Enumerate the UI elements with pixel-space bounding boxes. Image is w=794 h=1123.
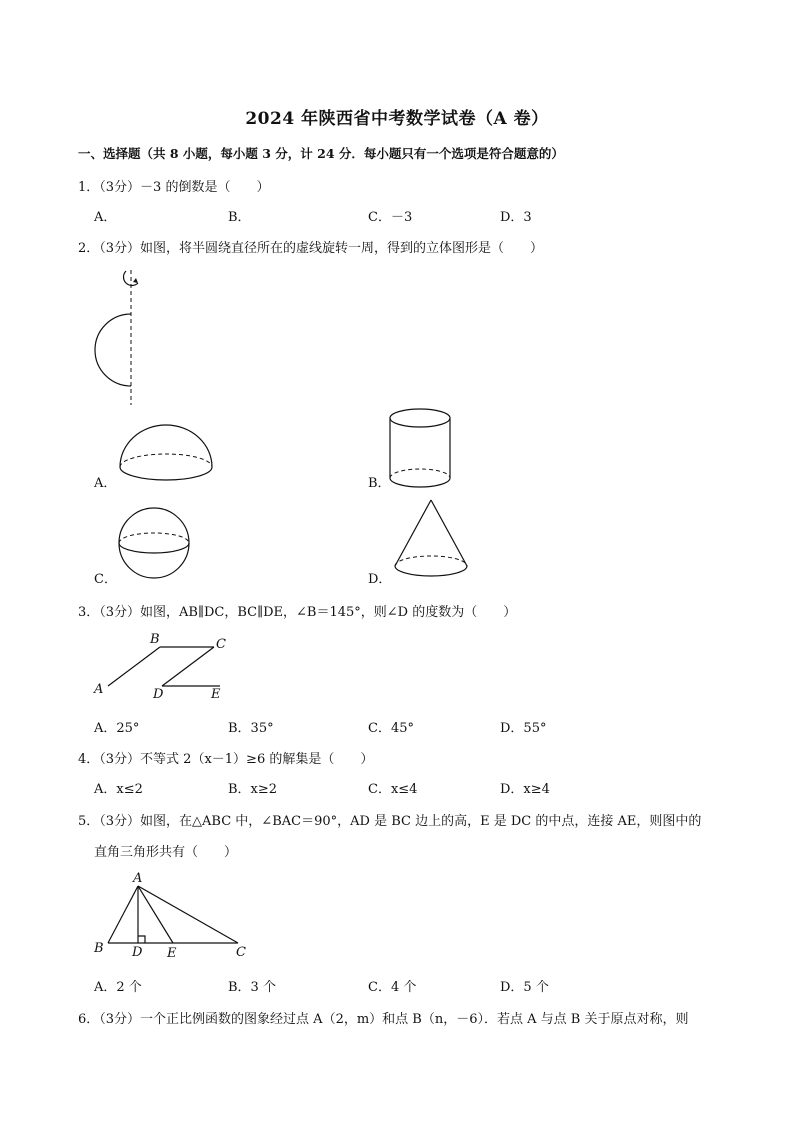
q4-option-a[interactable]: A．x≤2	[94, 782, 143, 797]
label-a5: A	[133, 871, 143, 886]
q3-option-a[interactable]: A．25°	[94, 721, 140, 736]
label-b5: B	[94, 941, 104, 956]
label-c5: C	[236, 945, 246, 960]
label-e: E	[211, 687, 221, 702]
question-4-stem: 4．（3分）不等式 2（x－1）≥6 的解集是（ ）	[78, 752, 374, 767]
question-6-stem: 6．（3分）一个正比例函数的图象经过点 A（2，m）和点 B（n，－6）．若点 A 与点 B 关于原点对称，则	[78, 1012, 689, 1027]
q1-option-a[interactable]: A．	[94, 210, 117, 225]
q1-option-c[interactable]: C．－3	[368, 210, 413, 225]
page-title: 2024 年陕西省中考数学试卷（A 卷）	[245, 109, 549, 129]
q3-option-b[interactable]: B．35°	[228, 721, 274, 736]
q4-option-c[interactable]: C．x≤4	[368, 782, 418, 797]
question-5-stem-line2: 直角三角形共有（ ）	[94, 845, 238, 860]
q4-option-b[interactable]: B．x≥2	[228, 782, 278, 797]
q2-option-a[interactable]: A．	[94, 476, 117, 491]
q2-option-d[interactable]: D．	[368, 572, 392, 587]
q2-option-c[interactable]: C．	[94, 572, 117, 587]
label-b: B	[150, 632, 160, 647]
question-1-stem: 1．（3分）－3 的倒数是（ ）	[78, 180, 270, 195]
question-3-stem: 3．（3分）如图，AB∥DC，BC∥DE，∠B＝145°，则∠D 的度数为（ ）	[78, 605, 517, 620]
label-e5: E	[167, 946, 177, 961]
q5-option-c[interactable]: C．4 个	[368, 980, 417, 995]
label-d: D	[153, 687, 164, 702]
q1-option-d[interactable]: D．3	[500, 210, 532, 225]
q5-option-a[interactable]: A．2 个	[94, 980, 142, 995]
label-a: A	[94, 682, 104, 697]
q2-option-b[interactable]: B．	[368, 476, 391, 491]
q5-option-d[interactable]: D．5 个	[500, 980, 549, 995]
q5-option-b[interactable]: B．3 个	[228, 980, 276, 995]
section-heading: 一、选择题（共 8 小题，每小题 3 分，计 24 分．每小题只有一个选项是符合题意的）	[78, 146, 564, 161]
question-2-stem: 2．（3分）如图，将半圆绕直径所在的虚线旋转一周，得到的立体图形是（ ）	[78, 241, 544, 256]
label-d5: D	[132, 945, 143, 960]
question-5-stem-line1: 5．（3分）如图，在△ABC 中，∠BAC＝90°，AD 是 BC 边上的高，E 是 DC 的中点，连接 AE，则图中的	[78, 814, 702, 829]
q1-option-b[interactable]: B．	[228, 210, 251, 225]
q3-option-c[interactable]: C．45°	[368, 721, 414, 736]
q3-option-d[interactable]: D．55°	[500, 721, 547, 736]
label-c: C	[216, 637, 226, 652]
q4-option-d[interactable]: D．x≥4	[500, 782, 550, 797]
